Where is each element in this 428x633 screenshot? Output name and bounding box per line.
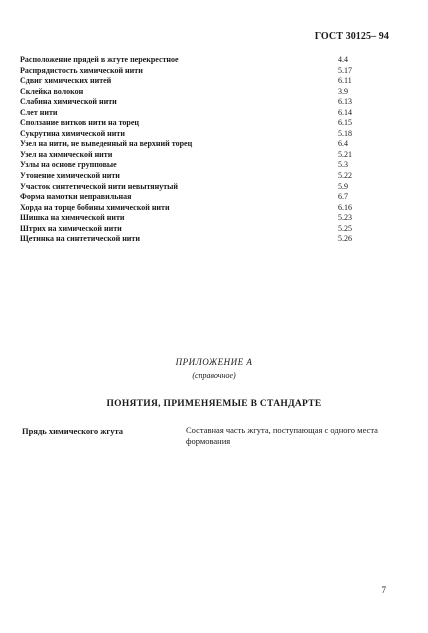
index-term: Склейка волокон <box>20 86 84 96</box>
index-ref: 6.13 <box>338 97 352 107</box>
index-term: Сдвиг химических нитей <box>20 76 112 86</box>
index-term: Хорда на торце бобины химической нити <box>20 202 170 212</box>
index-row <box>20 192 380 203</box>
appendix-title: ПРИЛОЖЕНИЕ А <box>175 357 253 367</box>
definition-text: Составная часть жгута, поступающая с одного места формования <box>186 425 378 446</box>
index-ref: 6.15 <box>338 118 352 128</box>
index-term: Узел на нити, не выведенный на верхний торец <box>20 139 193 149</box>
index-ref: 6.11 <box>338 76 352 86</box>
index-ref: 5.21 <box>338 149 352 159</box>
index-row <box>20 224 380 235</box>
page-number: 7 <box>381 585 386 595</box>
index-ref: 6.7 <box>338 192 348 202</box>
index-row <box>20 97 380 108</box>
index-ref: 6.14 <box>338 107 352 117</box>
index-ref: 5.25 <box>338 223 352 233</box>
index-term: Расположение прядей в жгуте перекрестное <box>20 55 179 64</box>
index-ref: 5.22 <box>338 171 352 181</box>
index-ref: 3.9 <box>338 86 348 96</box>
index-row <box>20 129 380 140</box>
index-ref: 6.4 <box>338 139 348 149</box>
term-index-list <box>20 55 380 245</box>
index-term: Слет нити <box>20 107 58 117</box>
definition-term: Прядь химического жгута <box>22 426 123 436</box>
index-term: Слабина химической нити <box>20 97 117 107</box>
index-ref: 5.9 <box>338 181 348 191</box>
index-term: Шишка на химической нити <box>20 213 125 223</box>
index-row <box>20 182 380 193</box>
document-code: ГОСТ 30125– 94 <box>314 31 389 42</box>
index-term: Узел на химической нити <box>20 149 113 159</box>
appendix-note: (справочное) <box>192 371 236 380</box>
index-ref: 5.17 <box>338 65 352 75</box>
index-ref: 5.18 <box>338 128 352 138</box>
index-term: Форма намотки неправильная <box>20 192 132 202</box>
section-heading: ПОНЯТИЯ, ПРИМЕНЯЕМЫЕ В СТАНДАРТЕ <box>106 399 322 409</box>
index-ref: 6.16 <box>338 202 352 212</box>
index-row <box>20 203 380 214</box>
index-row <box>20 87 380 98</box>
index-row <box>20 55 380 66</box>
index-ref: 5.3 <box>338 160 348 170</box>
index-ref: 5.23 <box>338 213 352 223</box>
index-row <box>20 160 380 171</box>
index-term: Щетинка на синтетической нити <box>20 234 140 244</box>
index-row <box>20 118 380 129</box>
index-term: Распрядистость химической нити <box>20 65 143 75</box>
index-row <box>20 66 380 77</box>
index-term: Сукрутина химической нити <box>20 128 125 138</box>
index-row <box>20 171 380 182</box>
index-term: Узлы на основе групповые <box>20 160 117 170</box>
index-term: Участок синтетической нити невытянутый <box>20 181 179 191</box>
index-row <box>20 213 380 224</box>
index-row <box>20 150 380 161</box>
index-term: Сползание витков нити на торец <box>20 118 140 128</box>
index-row <box>20 76 380 87</box>
index-row <box>20 234 380 245</box>
index-term: Утонение химической нити <box>20 171 120 181</box>
index-row <box>20 108 380 119</box>
index-term: Штрих на химической нити <box>20 223 122 233</box>
index-ref: 5.26 <box>338 234 352 244</box>
index-ref: 4.4 <box>338 55 348 64</box>
index-row <box>20 139 380 150</box>
